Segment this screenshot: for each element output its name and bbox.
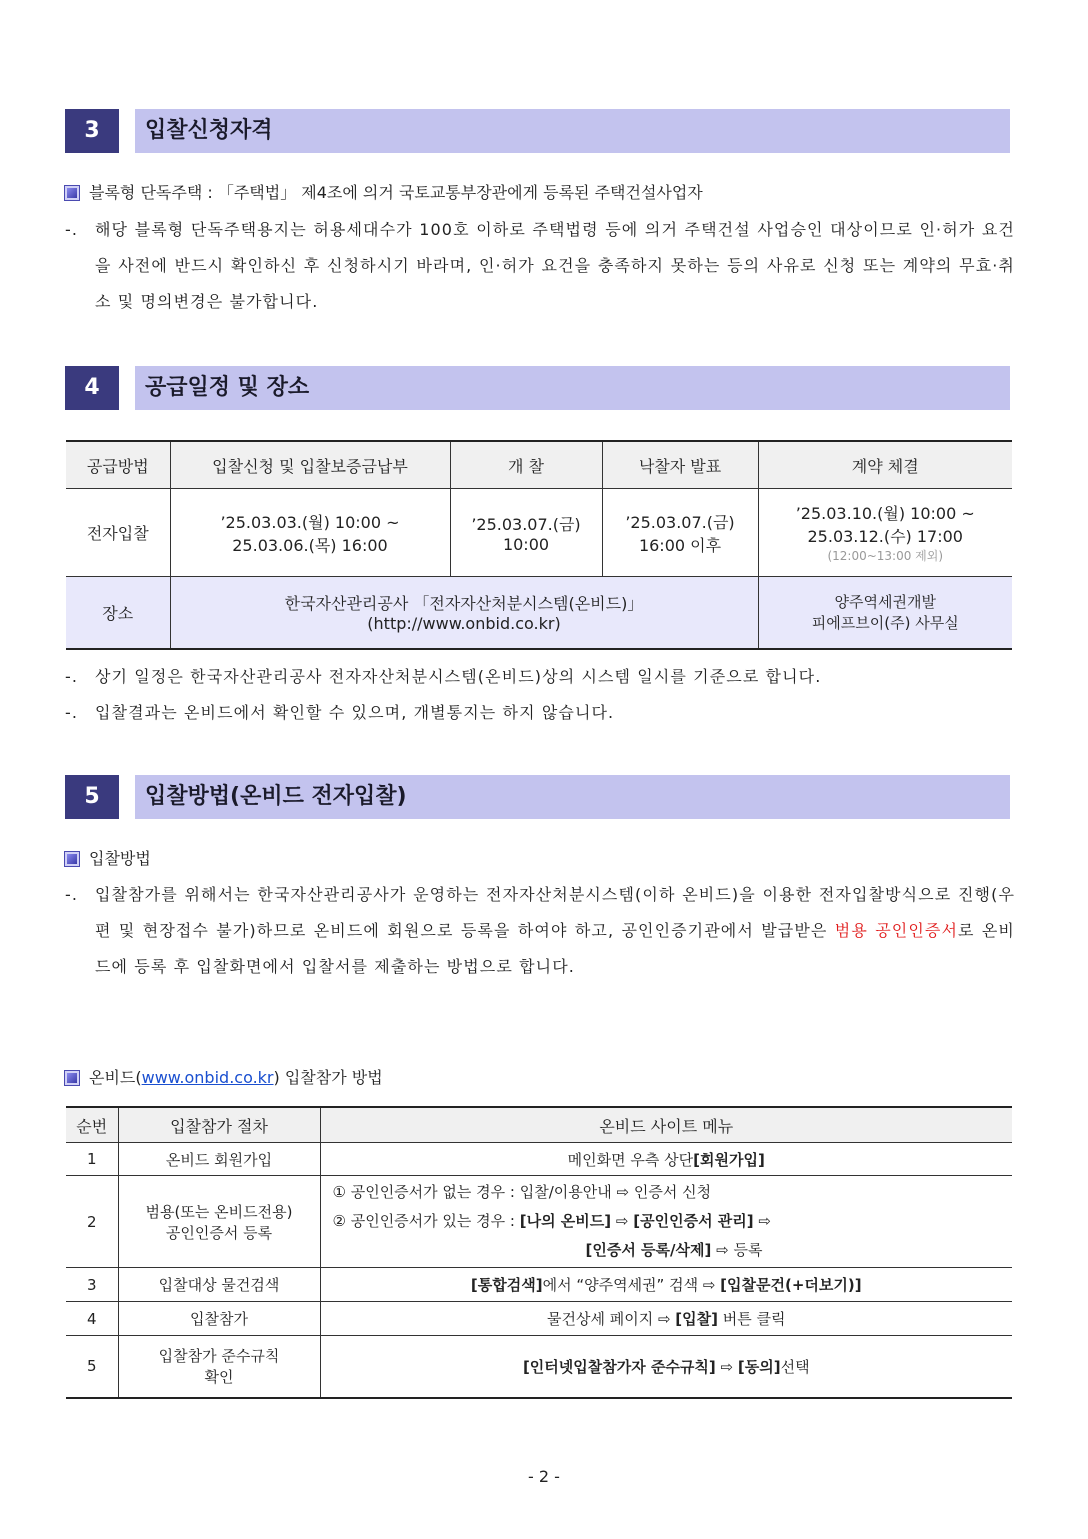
- section-4-header: [65, 366, 1010, 410]
- header-cell: 온비드 사이트 메뉴: [320, 1107, 1012, 1143]
- schedule-table: [66, 440, 1012, 650]
- header-cell: 공급방법: [66, 441, 170, 489]
- office-cell: 양주역세권개발 피에프브이(주) 사무실: [758, 577, 1012, 649]
- contract-cell: ’25.03.10.(월) 10:00 ~ 25.03.12.(수) 17:00 (12:00~13:00 제외): [758, 489, 1012, 577]
- section-title: 공급일정 및 장소: [135, 366, 1010, 410]
- header-cell: 개 찰: [450, 441, 602, 489]
- section-3-header: [65, 109, 1010, 153]
- method-bullet: 입찰방법: [65, 849, 151, 869]
- qualification-note: -. 해당 블록형 단독주택용지는 허용세대수가 100호 이하로 주택법령 등에 의거 주택건설 사업승인 대상이므로 인·허가 요건을 사전에 반드시 확인하신 후 신청하시기 바라며, 인·허가 요건을 충족하지 못하는 등의 사유로 신청 또는 계약의 무효·취소 및 명의변경은 불가합니다.: [65, 220, 1015, 311]
- section-5-header: [65, 775, 1010, 819]
- square-bullet-icon: [65, 1071, 79, 1085]
- qualification-bullet: 블록형 단독주택 : 「주택법」 제4조에 의거 국토교통부장관에게 등록된 주택건설사업자: [65, 183, 703, 203]
- table-row: 4 입찰참가 물건상세 페이지 ⇨ [입찰] 버튼 클릭: [66, 1302, 1012, 1336]
- highlight-certificate: 범용 공인인증서: [834, 921, 958, 940]
- section-number: 4: [65, 366, 119, 410]
- header-cell: 낙찰자 발표: [602, 441, 758, 489]
- table-row: 3 입찰대상 물건검색 [통합검색]에서 “양주역세권” 검색 ⇨ [입찰문건(+더보기)]: [66, 1268, 1012, 1302]
- table-row: 2 범용(또는 온비드전용) 공인인증서 등록 ① 공인인증서가 없는 경우 : 입찰/이용안내 ⇨ 인증서 신청 ② 공인인증서가 있는 경우 : [나의 온비드] ⇨ [공인인증서 관리] ⇨ [인증서 등록/삭제] ⇨ 등록: [66, 1176, 1012, 1268]
- location-label: 장소: [66, 577, 170, 649]
- announcement-cell: ’25.03.07.(금) 16:00 이후: [602, 489, 758, 577]
- onbid-bullet: 온비드(www.onbid.co.kr) 입찰참가 방법: [65, 1068, 383, 1088]
- section-number: 3: [65, 109, 119, 153]
- header-cell: 입찰신청 및 입찰보증금납부: [170, 441, 450, 489]
- header-cell: 입찰참가 절차: [118, 1107, 320, 1143]
- square-bullet-icon: [65, 852, 79, 866]
- page-number: - 2 -: [528, 1467, 560, 1486]
- location-cell: 한국자산관리공사 「전자자산처분시스템(온비드)」 (http://www.onbid.co.kr): [170, 577, 758, 649]
- table-row: 5 입찰참가 준수규칙 확인 [인터넷입찰참가자 준수규칙] ⇨ [동의]선택: [66, 1336, 1012, 1398]
- section-title: 입찰신청자격: [135, 109, 1010, 153]
- section-title: 입찰방법(온비드 전자입찰): [135, 775, 1010, 819]
- section-number: 5: [65, 775, 119, 819]
- schedule-note-2: -. 입찰결과는 온비드에서 확인할 수 있으며, 개별통지는 하지 않습니다.: [65, 703, 615, 722]
- square-bullet-icon: [65, 186, 79, 200]
- opening-cell: ’25.03.07.(금) 10:00: [450, 489, 602, 577]
- schedule-note-1: -. 상기 일정은 한국자산관리공사 전자자산처분시스템(온비드)상의 시스템 일시를 기준으로 합니다.: [65, 667, 822, 686]
- steps-table: [66, 1106, 1012, 1399]
- header-cell: 순번: [66, 1107, 118, 1143]
- onbid-link[interactable]: www.onbid.co.kr: [141, 1068, 274, 1087]
- header-cell: 계약 체결: [758, 441, 1012, 489]
- bid-period-cell: ’25.03.03.(월) 10:00 ~ 25.03.06.(목) 16:00: [170, 489, 450, 577]
- table-row: 1 온비드 회원가입 메인화면 우측 상단[회원가입]: [66, 1143, 1012, 1176]
- method-cell: 전자입찰: [66, 489, 170, 577]
- method-paragraph: -. 입찰참가를 위해서는 한국자산관리공사가 운영하는 전자자산처분시스템(이하 온비드)을 이용한 전자입찰방식으로 진행(우편 및 현장접수 불가)하므로 온비드에 회원으로 등록을 하여야 하고, 공인인증기관에서 발급받은 범용 공인인증서로 온비드에 등록 후 입찰화면에서 입찰서를 제출하는 방법으로 합니다.: [65, 885, 1015, 976]
